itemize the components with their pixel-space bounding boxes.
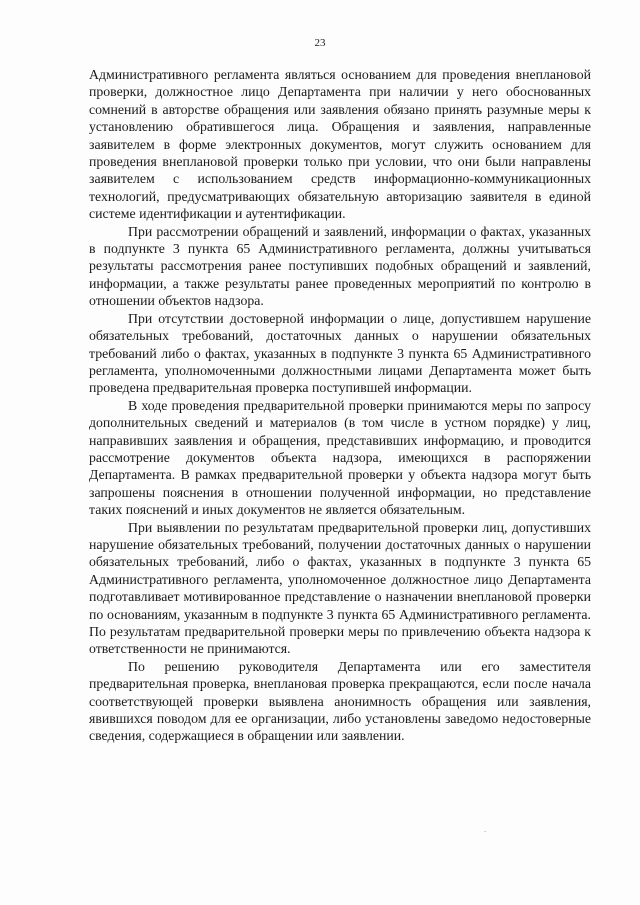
paragraph-preliminary-check: В ходе проведения предварительной проверки принимаются меры по запросу дополнительных сведений и материалов (в том числе в устном порядке) у лиц, направивших заявления и обращения, представивших информацию, и проводится рассмотрение документов объекта надзора, имеющихся в распоряжении Департамента. В рамках предварительной проверки у объекта надзора могут быть запрошены пояснения в отношении полученной информации, но представление таких пояснений и иных документов не является обязательным. — [89, 397, 591, 518]
page-number: 23 — [314, 37, 326, 49]
paragraph-termination: По решению руководителя Департамента или его заместителя предварительная проверка, внеплановая проверка прекращаются, если после начала соответствующей проверки выявлена анонимность обращения или заявления, явившихся поводом для ее организации, либо установлены заведомо недостоверные сведения, содержащиеся в обращении или заявлении. — [89, 658, 591, 744]
paragraph-results-of-check: При выявлении по результатам предварительной проверки лиц, допустивших нарушение обязательных требований, получении достаточных данных о нарушении обязательных требований, либо о фактах, указанных в подпункте 3 пункта 65 Административного регламента, уполномоченное должностное лицо Департамента подготавливает мотивированное представление о назначении внеплановой проверки по основаниям, указанным в подпункте 3 пункта 65 Административного регламента. По результатам предварительной проверки меры по привлечению объекта надзора к ответственности не принимаются. — [89, 519, 591, 657]
paragraph-review-of-appeals: При рассмотрении обращений и заявлений, информации о фактах, указанных в подпункте 3 пункта 65 Административного регламента, должны учитываться результаты рассмотрения ранее поступивших подобных обращений и заявлений, информации, а также результаты ранее проведенных мероприятий по контролю в отношении объектов надзора. — [89, 223, 591, 309]
document-body — [89, 66, 591, 745]
paragraph-continuation: Административного регламента являться основанием для проведения внеплановой проверки, должностное лицо Департамента при наличии у него обоснованных сомнений в авторстве обращения или заявления обязано принять разумные меры к установлению обратившегося лица. Обращения и заявления, направленные заявителем в форме электронных документов, могут служить основанием для проведения внеплановой проверки только при условии, что они были направлены заявителем с использованием средств информационно-коммуникационных технологий, предусматривающих обязательную авторизацию заявителя в единой системе идентификации и аутентификации. — [89, 67, 591, 222]
scan-speck: · — [484, 828, 487, 836]
paragraph-absence-of-information: При отсутствии достоверной информации о лице, допустившем нарушение обязательных требований, достаточных данных о нарушении обязательных требований либо о фактах, указанных в подпункте 3 пункта 65 Административного регламента, уполномоченными должностными лицами Департамента может быть проведена предварительная проверка поступившей информации. — [89, 310, 591, 396]
